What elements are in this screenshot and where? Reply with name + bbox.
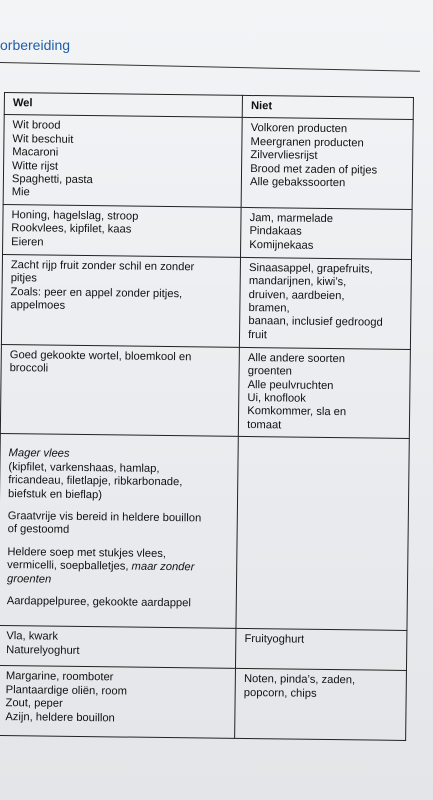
list-item: fricandeau, filetlapje, ribkarbonade, — [8, 474, 183, 489]
list-item: broccoli — [9, 362, 49, 375]
wel-cell — [3, 115, 242, 207]
diet-table — [0, 92, 414, 741]
list-item: Brood met zaden of pitjes — [250, 162, 378, 177]
list-item: Witte rijst — [12, 159, 59, 173]
text-fragment-italic: maar zonder — [131, 560, 195, 574]
list-item: Vla, kwark — [6, 630, 59, 643]
list-item: Wit brood — [12, 119, 61, 133]
list-item: Noten, pinda’s, zaden, — [243, 673, 356, 687]
list-item: pitjes — [10, 272, 37, 285]
list-item: Jam, marmelade — [249, 211, 334, 225]
list-item: Plantaardige oliën, room — [5, 683, 128, 698]
niet-cell — [241, 207, 412, 259]
list-item: Komijnekaas — [249, 238, 314, 252]
list-item: Naturelyoghurt — [6, 643, 80, 657]
table-row — [0, 344, 410, 438]
list-item: of gestoomd — [7, 523, 70, 537]
niet-cell — [240, 257, 412, 349]
table-row — [3, 204, 413, 259]
list-item: Sinaasappel, grapefruits, — [248, 261, 373, 276]
list-item: mandarijnen, kiwi’s, — [248, 275, 347, 289]
wel-cell — [0, 666, 236, 739]
list-item: fruit — [248, 328, 267, 342]
list-item: popcorn, chips — [243, 686, 317, 700]
list-item: Goed gekookte wortel, bloemkool en — [9, 348, 192, 364]
list-item: bramen, — [248, 302, 290, 315]
list-item: Alle gebakssoorten — [250, 176, 346, 190]
list-item: Zout, peper — [5, 697, 63, 710]
wel-cell — [3, 204, 242, 257]
list-item: Heldere soep met stukjes vlees, — [7, 545, 167, 560]
list-item: Honing, hagelslag, stroop — [11, 208, 139, 223]
list-item: Spaghetti, pasta — [11, 173, 93, 187]
list-item: Zoals: peer en appel zonder pitjes, — [10, 285, 183, 300]
column-header-niet: Niet — [242, 95, 413, 119]
wel-cell — [0, 434, 238, 629]
list-item: banaan, inclusief gedroogd — [248, 315, 383, 330]
list-item: Fruityoghurt — [244, 633, 305, 646]
list-item: Aardappelpuree, gekookte aardappel — [6, 595, 191, 610]
list-item: Margarine, roomboter — [5, 670, 114, 684]
header-rule — [0, 62, 420, 72]
list-item: tomaat — [247, 418, 282, 432]
list-item: Meergranen producten — [250, 135, 364, 150]
list-item: Azijn, heldere bouillon — [5, 710, 115, 724]
list-item: Mager vlees — [8, 447, 70, 461]
list-item: druiven, aardbeien, — [248, 288, 345, 302]
table-row — [0, 434, 409, 631]
column-header-wel: Wel — [4, 93, 242, 118]
niet-cell — [236, 437, 409, 631]
list-item: Pindakaas — [249, 225, 302, 238]
list-item: Komkommer, sla en — [247, 405, 347, 419]
list-item: Rookvlees, kipfilet, kaas — [11, 222, 132, 236]
list-item: Alle peulvruchten — [247, 378, 334, 392]
table-row — [3, 115, 413, 209]
niet-cell — [238, 347, 410, 439]
list-item: appelmoes — [10, 299, 66, 312]
list-item: Zilvervliesrijst — [250, 149, 318, 163]
list-item: Eieren — [11, 235, 44, 249]
list-item: Volkoren producten — [250, 122, 348, 136]
list-item: biefstuk en bieflap) — [8, 487, 103, 501]
wel-cell — [1, 254, 240, 347]
list-item: groenten — [247, 365, 293, 378]
list-item: Wit beschuit — [12, 132, 74, 146]
wel-cell — [0, 344, 239, 436]
list-item: Alle andere soorten — [247, 351, 346, 366]
page-heading: orbereiding — [0, 37, 71, 53]
list-item: Ui, knoflook — [247, 392, 306, 405]
table-row — [0, 666, 406, 741]
wel-cell — [0, 626, 236, 669]
list-item: (kipfilet, varkenshaas, hamlap, — [8, 460, 160, 475]
niet-cell — [241, 118, 413, 210]
table-row — [1, 254, 411, 349]
niet-cell — [235, 669, 407, 741]
table-row — [0, 626, 407, 671]
list-item: groenten — [6, 572, 52, 586]
list-item: Macaroni — [12, 146, 59, 159]
list-item: Zacht rijp fruit zonder schil en zonder — [10, 258, 195, 274]
list-item: Graatvrije vis bereid in heldere bouillon — [7, 509, 202, 525]
niet-cell — [236, 629, 407, 671]
list-item: Mie — [11, 186, 30, 199]
text-fragment: vermicelli, soepballetjes, — [7, 559, 132, 573]
